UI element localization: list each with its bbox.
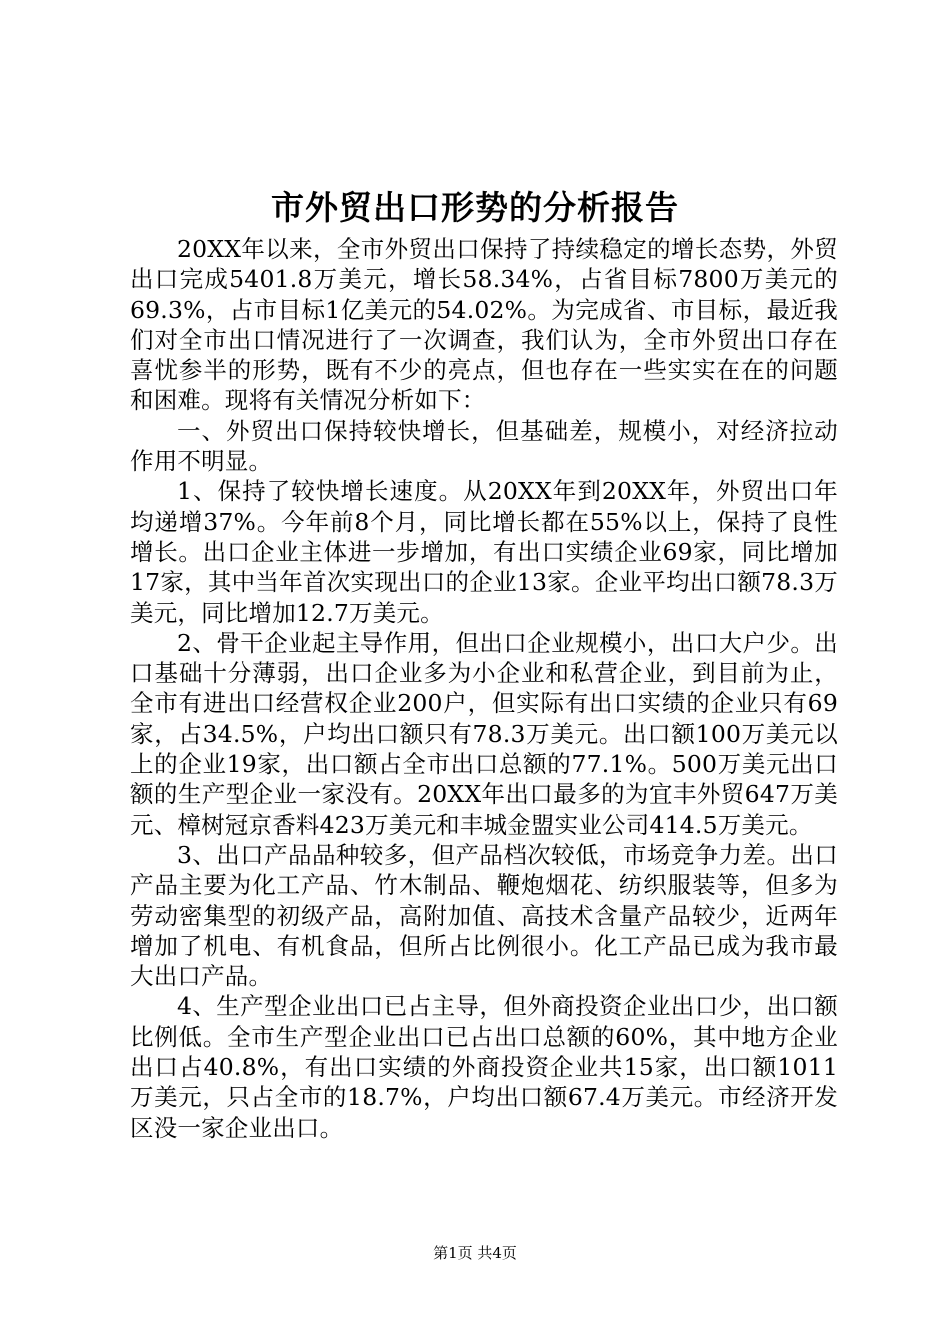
paragraph-point-3: 3、出口产品品种较多，但产品档次较低，市场竞争力差。出口产品主要为化工产品、竹木制品、鞭炮烟花、纺织服装等，但多为劳动密集型的初级产品，高附加值、高技术含量产品较少，近两年增加了机电、有机食品，但所占比例很小。化工产品已成为我市最大出口产品。 xyxy=(130,840,838,991)
paragraph-point-2: 2、骨干企业起主导作用，但出口企业规模小，出口大户少。出口基础十分薄弱，出口企业多为小企业和私营企业，到目前为止，全市有进出口经营权企业200户，但实际有出口实绩的企业只有69家，占34.5%，户均出口额只有78.3万美元。出口额100万美元以上的企业19家，出口额占全市出口总额的77.1%。500万美元出口额的生产型企业一家没有。20XX年出口最多的为宜丰外贸647万美元、樟树冠京香料423万美元和丰城金盟实业公司414.5万美元。 xyxy=(130,628,838,839)
paragraph-section-heading: 一、外贸出口保持较快增长，但基础差，规模小，对经济拉动作用不明显。 xyxy=(130,416,838,476)
paragraph-point-4: 4、生产型企业出口已占主导，但外商投资企业出口少，出口额比例低。全市生产型企业出口已占出口总额的60%，其中地方企业出口占40.8%，有出口实绩的外商投资企业共15家，出口额1011万美元，只占全市的18.7%，户均出口额67.4万美元。市经济开发区没一家企业出口。 xyxy=(130,992,838,1142)
document-title: 市外贸出口形势的分析报告 xyxy=(271,188,679,227)
document-body xyxy=(130,234,838,1143)
paragraph-point-1: 1、保持了较快增长速度。从20XX年到20XX年，外贸出口年均递增37%。今年前8个月，同比增长都在55%以上，保持了良性增长。出口企业主体进一步增加，有出口实绩企业69家，同比增加17家，其中当年首次实现出口的企业13家。企业平均出口额78.3万美元，同比增加12.7万美元。 xyxy=(130,477,838,627)
paragraph-intro: 20XX年以来，全市外贸出口保持了持续稳定的增长态势，外贸出口完成5401.8万美元，增长58.34%，占省目标7800万美元的69.3%，占市目标1亿美元的54.02%。为完成省、市目标，最近我们对全市出口情况进行了一次调查，我们认为，全市外贸出口存在喜忧参半的形势，既有不少的亮点，但也存在一些实实在在的问题和困难。现将有关情况分析如下： xyxy=(130,235,838,415)
page-number-footer: 第1页 共4页 xyxy=(433,1244,517,1262)
